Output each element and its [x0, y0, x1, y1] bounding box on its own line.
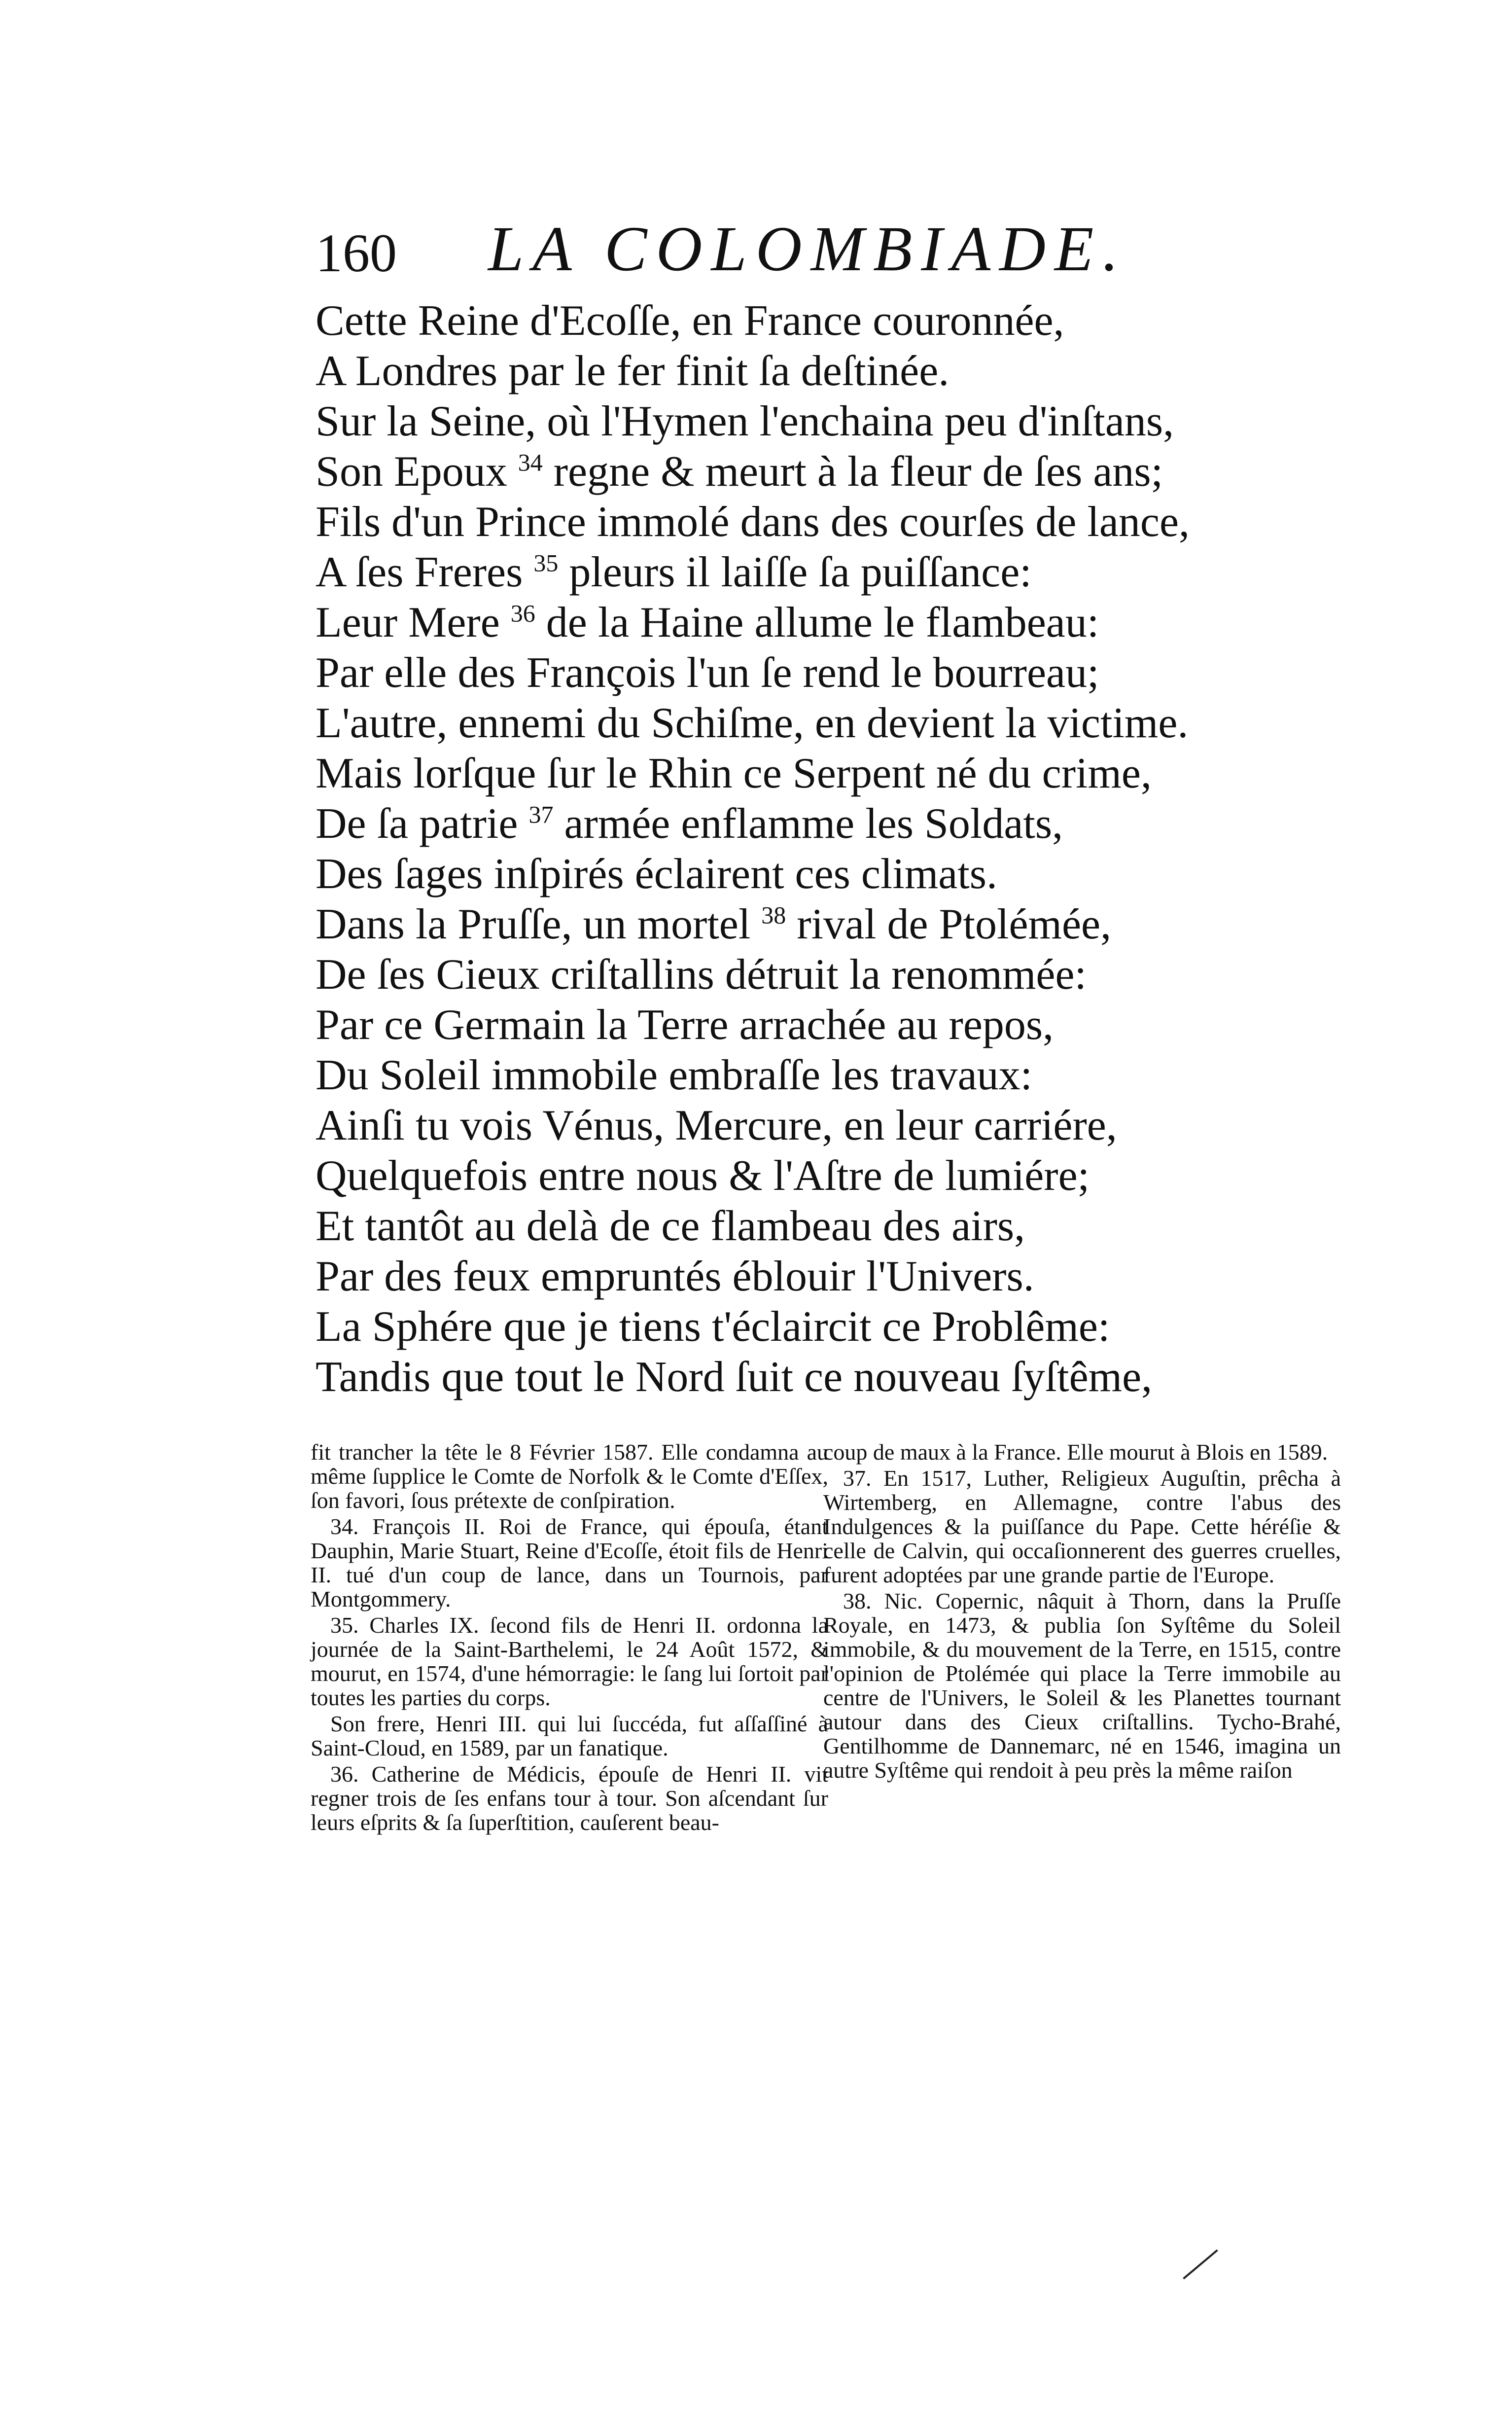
verse-text: Dans la Pruſſe, un mortel [316, 900, 762, 948]
running-head [316, 212, 1228, 286]
verse-line: De ſes Cieux criſtallins détruit la renommée: [316, 951, 1087, 999]
footnote-reference: 37 [528, 800, 554, 828]
footnote-reference: 34 [518, 448, 543, 476]
footnote-paragraph: 34. François II. Roi de France, qui épouſa, étant Dauphin, Marie Stuart, Reine d'Ecoſſe, étoit fils de Henri II. tué d'un coup de lance, dans un Tournois, par Montgommery. [311, 1514, 828, 1611]
verse-line: Cette Reine d'Ecoſſe, en France couronnée, [316, 297, 1064, 345]
verse-line: A Londres par le fer finit ſa deſtinée. [316, 347, 949, 395]
verse-text: pleurs il laiſſe ſa puiſſance: [558, 548, 1032, 596]
verse-line: Fils d'un Prince immolé dans des courſes de lance, [316, 498, 1190, 546]
footnote-reference: 35 [533, 549, 559, 577]
verse-line [316, 598, 1277, 648]
verse-line: Du Soleil immobile embraſſe les travaux: [316, 1051, 1033, 1099]
verse-line: Sur la Seine, où l'Hymen l'enchaina peu d'inſtans, [316, 397, 1174, 445]
verse-line [316, 799, 1277, 849]
verse-text: Leur Mere [316, 599, 511, 646]
verse-line: Ainſi tu vois Vénus, Mercure, en leur carriére, [316, 1102, 1117, 1149]
verse-text: Son Epoux [316, 448, 518, 496]
footnote-paragraph: coup de maux à la France. Elle mourut à Blois en 1589. [823, 1439, 1328, 1465]
page-number: 160 [316, 223, 397, 283]
verse-line: Tandis que tout le Nord ſuit ce nouveau ſyſtême, [316, 1353, 1153, 1401]
verse-line: L'autre, ennemi du Schiſme, en devient la victime. [316, 699, 1189, 747]
verse-line: Des ſages inſpirés éclairent ces climats. [316, 850, 998, 898]
verse-line: Par ce Germain la Terre arrachée au repos, [316, 1001, 1054, 1049]
footnote-paragraph: 37. En 1517, Luther, Religieux Auguſtin, prêcha à Wirtemberg, en Allemagne, contre l'abus des Indulgences & la puiſſance du Pape. Cette héréſie & celle de Calvin, qui occaſionnerent des guerres cruelles, furent adoptées par une grande partie de l'Europe. [823, 1466, 1341, 1587]
footnotes-left-column [311, 1440, 828, 1836]
verse-text: A ſes Freres [316, 548, 534, 596]
verse-text: de la Haine allume le flambeau: [535, 599, 1099, 646]
footnote-reference: 36 [510, 599, 535, 627]
footnotes-right-column [823, 1440, 1341, 1784]
verse-line: Par elle des François l'un ſe rend le bourreau; [316, 649, 1099, 697]
verse-text: regne & meurt à la fleur de ſes ans; [542, 448, 1163, 496]
verse-line: Par des feux empruntés éblouir l'Univers. [316, 1253, 1034, 1300]
poem-verses [316, 296, 1277, 1402]
verse-line [316, 899, 1277, 950]
verse-text: rival de Ptolémée, [786, 900, 1112, 948]
footnote-paragraph: Son frere, Henri III. qui lui ſuccéda, fut aſſaſſiné à Saint-Cloud, en 1589, par un fanatique. [311, 1711, 828, 1760]
pen-stroke-mark [1183, 2250, 1218, 2280]
verse-line [316, 547, 1277, 598]
verse-line [316, 447, 1277, 497]
running-title: LA COLOMBIADE. [488, 214, 1127, 285]
footnote-reference: 38 [761, 901, 786, 929]
verse-text: De ſa patrie [316, 800, 529, 848]
footnote-paragraph: 36. Catherine de Médicis, épouſe de Henri II. vit regner trois de ſes enfans tour à tour. Son aſcendant ſur leurs eſprits & ſa ſuperſtition, cauſerent beau- [311, 1761, 828, 1835]
verse-line: Et tantôt au delà de ce flambeau des airs, [316, 1202, 1025, 1250]
verse-line: La Sphére que je tiens t'éclaircit ce Problême: [316, 1303, 1110, 1351]
footnote-paragraph: 35. Charles IX. ſecond fils de Henri II. ordonna la journée de la Saint-Barthelemi, le 24 Août 1572, & mourut, en 1574, d'une hémorragie: le ſang lui ſortoit par toutes les parties du corps. [311, 1612, 828, 1710]
adjacent-page-edge [1371, 0, 1512, 2435]
verse-text: armée enflamme les Soldats, [553, 800, 1063, 848]
verse-line: Quelquefois entre nous & l'Aſtre de lumiére; [316, 1152, 1090, 1200]
verse-line: Mais lorſque ſur le Rhin ce Serpent né du crime, [316, 750, 1152, 797]
footnote-paragraph: fit trancher la tête le 8 Février 1587. Elle condamna au même ſupplice le Comte de Norfolk & le Comte d'Eſſex, ſon favori, ſous prétexte de conſpiration. [311, 1439, 828, 1513]
footnote-paragraph: 38. Nic. Copernic, nâquit à Thorn, dans la Pruſſe Royale, en 1473, & publia ſon Syſtême du Soleil immobile, & du mouvement de la Terre, en 1515, contre l'opinion de Ptolémée qui place la Terre immobile au centre de l'Univers, le Soleil & les Planettes tournant autour dans des Cieux criſtallins. Tycho-Brahé, Gentilhomme de Dannemarc, né en 1546, imagina un autre Syſtême qui rendoit à peu près la même raiſon [823, 1588, 1341, 1783]
